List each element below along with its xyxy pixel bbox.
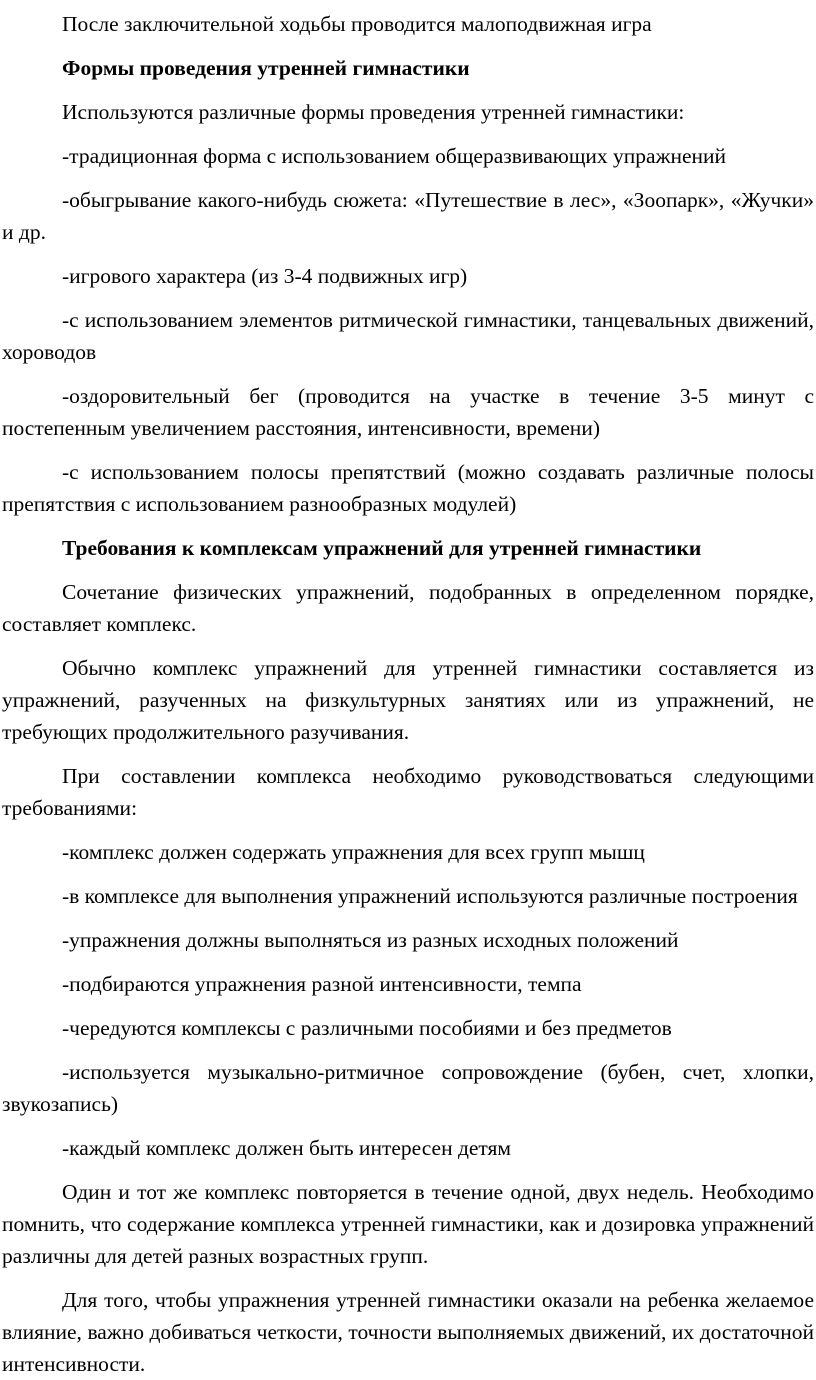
paragraph-complex-definition: Сочетание физических упражнений, подобранных в определенном порядке, составляет комплекс. bbox=[2, 580, 814, 636]
paragraph-requirements-intro: При составлении комплекса необходимо руководствоваться следующими требованиями: bbox=[2, 764, 814, 820]
list-item-traditional: -традиционная форма с использованием общеразвивающих упражнений bbox=[62, 144, 727, 168]
paragraph-repetition: Один и тот же комплекс повторяется в течение одной, двух недель. Необходимо помнить, что содержание комплекса утренней гимнастики, как и дозировка упражнений различны для детей разных возрастных групп. bbox=[2, 1180, 814, 1268]
requirement-positions: -упражнения должны выполняться из разных исходных положений bbox=[62, 928, 679, 952]
requirement-music: -используется музыкально-ритмичное сопровождение (бубен, счет, хлопки, звукозапись) bbox=[2, 1060, 814, 1116]
requirement-equipment: -чередуются комплексы с различными пособиями и без предметов bbox=[62, 1016, 672, 1040]
paragraph-final-walk: После заключительной ходьбы проводится малоподвижная игра bbox=[62, 12, 652, 36]
requirement-interest: -каждый комплекс должен быть интересен детям bbox=[62, 1136, 512, 1160]
paragraph-complex-composition: Обычно комплекс упражнений для утренней гимнастики составляется из упражнений, разученных на физкультурных занятиях или из упражнений, не требующих продолжительного разучивания. bbox=[2, 656, 814, 744]
requirement-muscle-groups: -комплекс должен содержать упражнения для всех групп мышц bbox=[62, 840, 645, 864]
list-item-obstacles: -с использованием полосы препятствий (можно создавать различные полосы препятствия с использованием разнообразных модулей) bbox=[2, 460, 814, 516]
list-item-running: -оздоровительный бег (проводится на участке в течение 3-5 минут с постепенным увеличением расстояния, интенсивности, времени) bbox=[2, 384, 814, 440]
heading-requirements: Требования к комплексам упражнений для утренней гимнастики bbox=[62, 536, 702, 560]
requirement-formations: -в комплексе для выполнения упражнений используются различные построения bbox=[62, 884, 798, 908]
requirement-intensity: -подбираются упражнения разной интенсивности, темпа bbox=[62, 972, 582, 996]
list-item-rhythmic: -с использованием элементов ритмической гимнастики, танцевальных движений, хороводов bbox=[2, 308, 814, 364]
list-item-plot: -обыгрывание какого-нибудь сюжета: «Путешествие в лес», «Зоопарк», «Жучки» и др. bbox=[2, 188, 814, 244]
paragraph-precision: Для того, чтобы упражнения утренней гимнастики оказали на ребенка желаемое влияние, важно добиваться четкости, точности выполняемых движений, их достаточной интенсивности. bbox=[2, 1288, 814, 1376]
heading-forms: Формы проведения утренней гимнастики bbox=[62, 56, 470, 80]
list-item-games: -игрового характера (из 3-4 подвижных игр) bbox=[62, 264, 468, 288]
paragraph-forms-intro: Используются различные формы проведения утренней гимнастики: bbox=[62, 100, 685, 124]
